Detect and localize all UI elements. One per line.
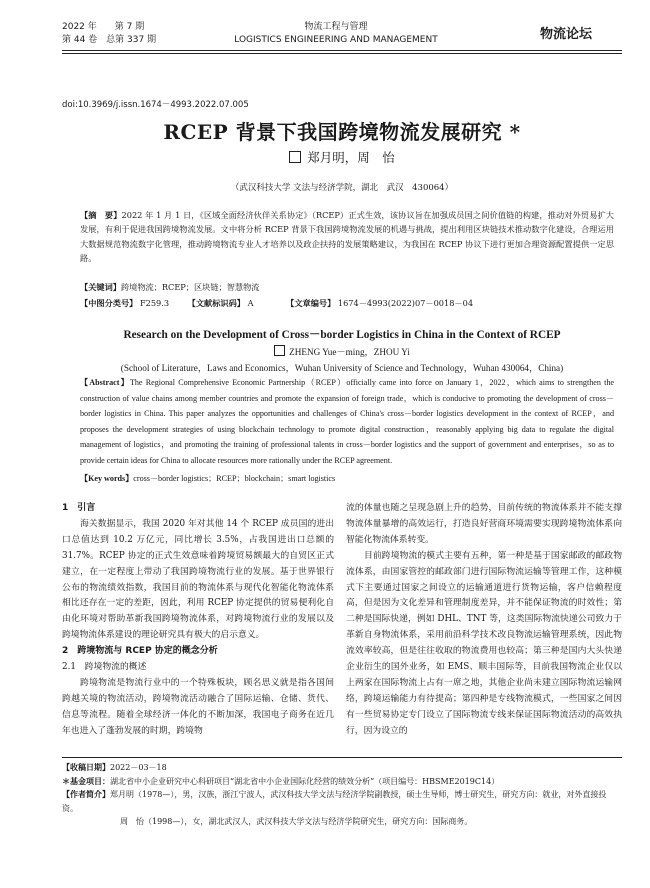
received-date [62, 761, 622, 775]
clc-label: 【中图分类号】 [80, 298, 138, 308]
paper-title: RCEP 背景下我国跨境物流发展研究 * [163, 120, 521, 144]
keywords-en-label: 【Key words】 [80, 474, 134, 483]
section-2-1-heading: 2.1 跨境物流的概述 [62, 662, 147, 673]
english-authors [62, 344, 622, 358]
checkbox-square-icon [274, 345, 285, 356]
section-2-heading: 2 跨境物流与 RCEP 协定的概念分析 [62, 646, 218, 657]
issue-year-number: 2022 年 第 7 期 [62, 22, 145, 32]
doccode-label: 【文献标识码】 [187, 298, 245, 308]
journal-name [218, 21, 454, 47]
doccode-value: A [247, 298, 254, 308]
abstract-label: 【摘 要】 [80, 210, 122, 220]
right-column [346, 501, 622, 740]
abstract-en-label: 【Abstract】 [80, 378, 130, 387]
bio-1-text: 郑月明（1978—），男，汉族，浙江宁波人，武汉科技大学文法与经济学院副教授，硕士生导师，博士研究生，研究方向：就业，对外直接投资。 [62, 790, 607, 813]
logistics-modes-paragraph: 目前跨境物流的模式主要有五种，第一种是基于国家邮政的邮政物流体系，由国家管控的邮政部门进行国际物流运输等管理工作，这种模式下主要通过国家之间设立的运输通道进行货物运输，客户信赖程度高，但是因为文化差异和管理制度差异，并不能保证物流的时效性；第二种是国际快递，例如 DHL、TNT 等，这类国际物流快递公司致力于革新自身物流体系，采用前沿科学技术改良物流运输管理系统，因此物流效率较高，但是往往收取的物流费用也较高；第三种是国内大头快递企业衍生的国外业务，如 EMS、顺丰国际等，目前我国物流企业仅以上两家在国际物流上占有一席之地，其他企业尚未建立国际物流运输网络，跨境运输能力有待提高；第四种是专线物流模式，一些国家之间因有一些贸易协定专门设立了国际物流专线来保证国际物流活动的高效执行，因为设立的 [346, 550, 622, 736]
keywords-en-text: cross－border logistics；RCEP；blockchain；smart logistics [133, 474, 336, 483]
fund-label: ＊基金项目： [62, 775, 110, 786]
english-title: Research on the Development of Cross－border Logistics in China in the Context of RCEP [123, 329, 561, 341]
received-value: 2022－03－18 [110, 763, 167, 772]
clc-value: F259.3 [139, 298, 170, 308]
author-names: 郑月明，周 怡 [307, 150, 395, 165]
right-continuation-paragraph: 流的体量也随之呈现急剧上升的趋势，目前传统的物流体系并不能支撑物流体量暴增的高效运行，打造良好营商环境需要实现跨境物流体系向智能化物流体系转变。 [346, 503, 622, 545]
affiliation: （武汉科技大学 文法与经济学院，湖北 武汉 430064） [230, 183, 454, 193]
volume-total-number: 第 44 卷 总第 337 期 [62, 35, 157, 45]
english-author-names: ZHENG Yue－ming，ZHOU Yi [289, 347, 410, 357]
journal-name-cn: 物流工程与管理 [304, 22, 368, 32]
bio-label: 【作者简介】 [62, 789, 110, 799]
author-bio-2: 周 怡（1998—），女，湖北武汉人，武汉科技大学文法与经济学院研究生，研究方向：国际商务。 [120, 817, 473, 826]
abstract-text: 2022 年 1 月 1 日，《区域全面经济伙伴关系协定》（RCEP）正式生效，该协议旨在加强成员国之间价值链的构建，推动对外贸易扩大发展，有利于促进我国跨境物流发展。文中将分析 RCEP 背景下我国跨境物流发展的机遇与挑战，提出利用区块链技术推动数字化建设，合理运用大数据规范物流数字化管理，推动跨境物流专业人才培养以及政企扶持的发展策略建议，为我国在 RCEP 协议下进行更加合理资源配置提供一定思路。 [80, 210, 614, 264]
section-1-paragraph: 海关数据显示，我国 2020 年对其他 14 个 RCEP 成员国的进出口总值达到 10.2 万亿元，同比增长 3.5%，占我国进出口总额的 31.7%。RCEP 协定的正式生效意味着跨境贸易额最大的自贸区正式建立，在一定程度上带动了我国跨境物流行业的发展。基于世界银行公布的物流绩效指数，我国目前的物流体系与现代化智能化物流体系相比还存在一定的差距，因此，利用 RCEP 协定提供的贸易便利化自由化环境对帮助革新我国跨境物流体系，对跨境物流行业的发展以及跨境物流体系建设的理论研究具有极大的启示意义。 [62, 518, 334, 641]
fund-value: 湖北省中小企业研究中心科研项目“湖北省中小企业国际化经营的绩效分析”（项目编号：HBSME2019C14） [110, 776, 500, 786]
fund-project [62, 775, 622, 789]
received-label: 【收稿日期】 [62, 762, 110, 772]
footnotes [62, 761, 622, 829]
classification-line [80, 296, 614, 310]
keywords-cn [80, 280, 614, 294]
header-rule-bottom [62, 53, 622, 54]
english-affiliation: (School of Literature，Laws and Economics，Wuhan University of Science and Technology，Wuhan 430064，China) [120, 363, 564, 373]
issue-info [62, 21, 156, 47]
left-column [62, 501, 334, 740]
checkbox-square-icon [289, 151, 301, 163]
section-label: 物流论坛 [540, 27, 593, 42]
abstract-cn [80, 208, 614, 266]
section-2-1-paragraph: 跨境物流是物流行业中的一个特殊板块，顾名思义就是指各国间跨越关境的物流活动，跨境物流活动融合了国际运输、仓储、货代、信息等流程。随着全球经济一体化的不断加深，我国电子商务在近几年也进入了蓬勃发展的时期，跨境物 [62, 677, 334, 736]
header-rule-top [62, 50, 622, 51]
doi: doi:10.3969/j.issn.1674－4993.2022.07.005 [62, 100, 249, 110]
abstract-en-text: The Regional Comprehensive Economic Partnership（RCEP）officially came into force on January 1，2022，which aims to strengthen the construction of value chains among member countries and promote the expansion of foreign trade，which is conducive to promoting the development of cross－border logistics in China. This paper analyzes the opportunities and challenges of China's cross－border logistics development in the context of RCEP，and proposes the development strategies of using blockchain technology to promote digital construction，reasonably applying big data to regulate the digital management of logistics，and promoting the training of professional talents in cross－border logistics and the support of government and enterprises，so as to provide certain ideas for China to allocate resources more rationally under the RCEP agreement. [80, 378, 614, 465]
keywords-label: 【关键词】 [80, 282, 121, 292]
authors [62, 148, 622, 166]
journal-name-en: LOGISTICS ENGINEERING AND MANAGEMENT [234, 35, 438, 45]
abstract-en [80, 375, 614, 468]
keywords-en [80, 472, 614, 486]
article-no-value: 1674－4993(2022)07－0018－04 [337, 298, 474, 308]
author-bio-1 [62, 788, 622, 815]
footnote-rule [62, 757, 622, 758]
keywords-text: 跨境物流；RCEP；区块链；智慧物流 [120, 282, 260, 292]
section-1-heading: 1 引言 [62, 503, 96, 513]
article-no-label: 【文章编号】 [286, 298, 336, 308]
